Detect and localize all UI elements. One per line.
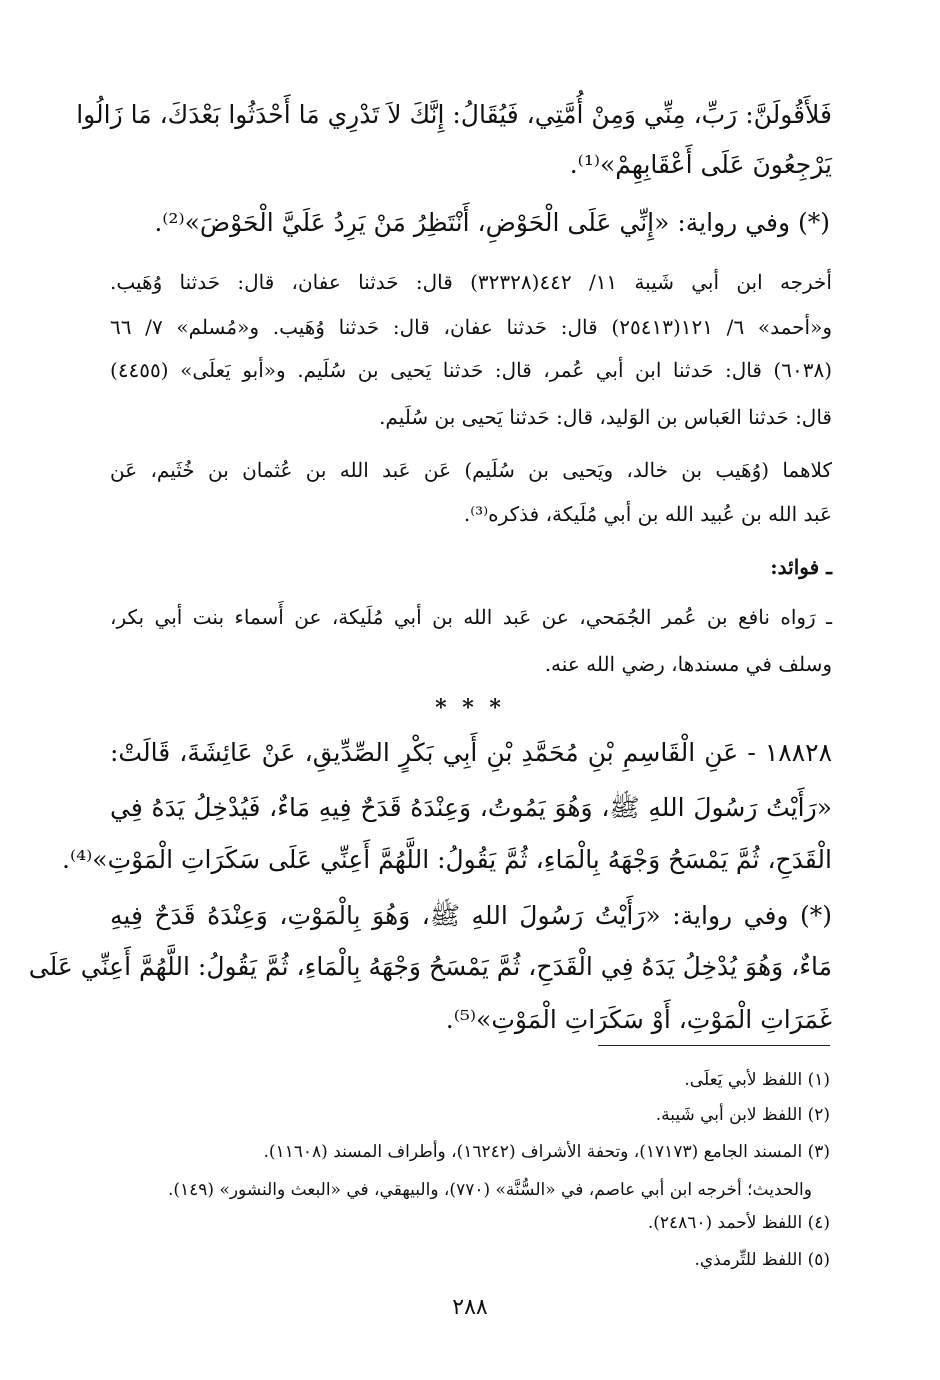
footnote: والحديث؛ أخرجه ابن أبي عاصم، في «السُّنَّة» (٧٧٠)، والبيهقي، في «البعث والنشور» (١٤٩). (167, 1180, 812, 1200)
text-line: فَلأَقُولَنَّ: رَبِّ، مِنِّي وَمِنْ أُمَّتِي، فَيُقَالُ: إِنَّكَ لاَ تَدْرِي مَا أَحْدَثُوا بَعْدَكَ، مَا زَالُوا (76, 100, 832, 129)
takhrij-line: كلاهما (وُهَيب بن خالد، ويَحيى بن سُلَيم) عَن عَبد الله بن عُثمان بن خُثَيم، عَن (110, 458, 832, 482)
footnote: (٢) اللفظ لابن أبي شَيبة. (655, 1105, 830, 1125)
hadith-line: الْقَدَحِ، ثُمَّ يَمْسَحُ وَجْهَهُ بِالْمَاءِ، ثُمَّ يَقُولُ: اللَّهُمَّ أَعِنِّي عَلَى سَكَرَاتِ الْمَوْتِ»⁽⁴⁾. (62, 845, 832, 874)
takhrij-line: قال: حَدثنا العَباس بن الوَليد، قال: حَدثنا يَحيى بن سُلَيم. (379, 405, 832, 429)
hadith-heading: ١٨٨٢٨ - عَنِ الْقَاسِمِ بْنِ مُحَمَّدِ بْنِ أَبِي بَكْرٍ الصِّدِّيقِ، عَنْ عَائِشَةَ، قَالَتْ: (110, 738, 832, 767)
page-number: ٢٨٨ (452, 1295, 488, 1320)
footnote: (٣) المسند الجامع (١٧١٧٣)، وتحفة الأشراف (١٦٢٤٢)، وأطراف المسند (١١٦٠٨). (263, 1142, 830, 1162)
text-line: يَرْجِعُونَ عَلَى أَعْقَابِهِمْ»⁽¹⁾. (569, 150, 832, 179)
hadith-line: «رَأَيْتُ رَسُولَ اللهِ ﷺ، وَهُوَ يَمُوتُ، وَعِنْدَهُ قَدَحٌ فِيهِ مَاءٌ، فَيُدْخِلُ يَدَهُ فِي (110, 793, 832, 822)
takhrij-line: أخرجه ابن أبي شَيبة ١١/ ٤٤٢(٣٢٣٢٨) قال: حَدثنا عفان، قال: حَدثنا وُهَيب. (110, 270, 832, 294)
section-separator: * * * (435, 695, 505, 721)
takhrij-line: و«أحمد» ٦/ ١٢١(٢٥٤١٣) قال: حَدثنا عفان، قال: حَدثنا وُهَيب. و«مُسلم» ٧/ ٦٦ (110, 315, 833, 339)
footnote-divider (598, 1045, 830, 1046)
benefits-heading: ـ فوائد: (770, 555, 832, 579)
text-line: (*) وفي رواية: «إِنِّي عَلَى الْحَوْضِ، أَنْتَظِرُ مَنْ يَرِدُ عَلَيَّ الْحَوْضَ»⁽²⁾. (154, 208, 830, 237)
footnote: (١) اللفظ لأبي يَعلَى. (684, 1070, 830, 1090)
benefits-line: ـ رَواه نافع بن عُمر الجُمَحي، عن عَبد الله بن أبي مُلَيكة، عن أَسماء بنت أبي بكر، (110, 605, 832, 629)
footnote: (٤) اللفظ لأحمد (٢٤٨٦٠). (647, 1213, 830, 1233)
hadith-line: مَاءٌ، وَهُوَ يُدْخِلُ يَدَهُ فِي الْقَدَحِ، ثُمَّ يَمْسَحُ وَجْهَهُ بِالْمَاءِ، ثُمَّ يَقُولُ: اللَّهُمَّ أَعِنِّي عَلَى (28, 952, 832, 981)
hadith-line: (*) وفي رواية: «رَأَيْتُ رَسُولَ اللهِ ﷺ، وَهُوَ بِالْمَوْتِ، وَعِنْدَهُ قَدَحٌ فِيهِ (110, 901, 832, 930)
hadith-line: غَمَرَاتِ الْمَوْتِ، أَوْ سَكَرَاتِ الْمَوْتِ»⁽⁵⁾. (445, 1005, 832, 1034)
footnote: (٥) اللفظ للتِّرمذي. (694, 1250, 830, 1270)
takhrij-line: (٦٠٣٨) قال: حَدثنا ابن أبي عُمر، قال: حَدثنا يَحيى بن سُلَيم. و«أبو يَعلَى» (٤٤٥٥) (110, 358, 832, 382)
benefits-line: وسلف في مسندها، رضي الله عنه. (544, 652, 832, 676)
takhrij-line: عَبد الله بن عُبيد الله بن أبي مُلَيكة، فذكره⁽³⁾. (463, 502, 832, 526)
